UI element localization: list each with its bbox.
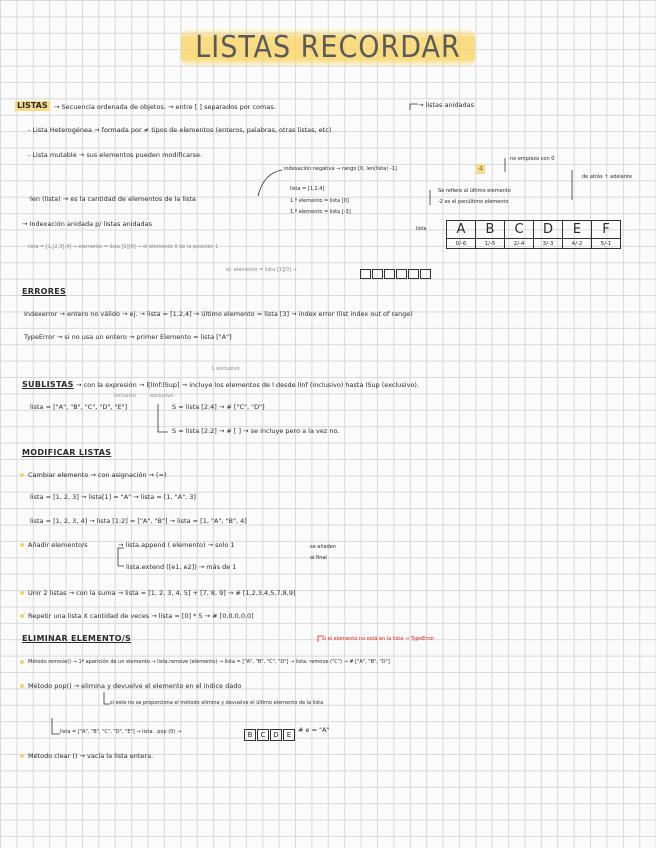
no-empieza: no empieza con 0	[510, 156, 555, 162]
table-index: 4/-2	[563, 239, 592, 249]
sublista-s1: S = lista [2:4] → # ["C", "D"]	[172, 403, 265, 411]
pop-line: Método pop() → elimina y devuelve el elemento en el índice dado	[28, 682, 242, 690]
cambiar-line: Cambiar elemento → con asignación → (=)	[28, 471, 167, 479]
listas-label: LISTAS	[17, 101, 48, 110]
exclusivo-note: L exclusivo	[212, 366, 240, 372]
eliminar-note: si el elemento no está en la lista → TypeError	[322, 636, 435, 642]
nested-box	[396, 269, 407, 279]
first-elem-ex: 1.º elemento = lista [0]	[290, 198, 349, 204]
pop-note: si este no se proporciona el método elimina y devuelve el último elemento de la lista	[110, 700, 324, 706]
anadir-line: Añadir elemento/s	[28, 541, 88, 549]
eliminar-heading: ELIMINAR ELEMENTO/S	[22, 634, 132, 643]
indexerror-line: Indexerror → entero no válido → ej. → lista = [1,2,4] → último elemento = lista [3] → index error (list index out of range)	[24, 310, 413, 318]
pop-box: B	[244, 729, 256, 741]
page-title: LISTAS RECORDAR	[0, 28, 656, 67]
anidada-line: → Indexación anidada p/ listas anidadas	[22, 220, 153, 228]
cambiar-ex2: lista = [1, 2, 3, 4] → lista [1:2] = ["A", "B"] → lista = [1, "A", "B", 4]	[30, 517, 247, 525]
de-atras: de atrás ↑ adelante	[582, 174, 632, 180]
table-cell: B	[476, 221, 505, 239]
nested-box	[360, 269, 371, 279]
nested-boxes	[360, 264, 432, 283]
table-cell: A	[447, 221, 476, 239]
bullet-dot	[20, 591, 24, 595]
table-index: 1/-5	[476, 239, 505, 249]
bullet-dot	[20, 543, 24, 547]
bullet-dot	[20, 614, 24, 618]
anidada-example: lista = [1,[2,3],4] → elemento = lista [1][0] → el elemento 0 de la posición 1	[28, 244, 219, 250]
pop-box: D	[270, 729, 282, 741]
bullet-dot	[20, 473, 24, 477]
penultimo: -2 es el penúltimo elemento	[438, 199, 509, 205]
nested-box	[420, 269, 431, 279]
nested-example: ej: elemento = lista [1][0] →	[226, 267, 297, 273]
table-index: 2/-4	[505, 239, 534, 249]
listas-definition: → Secuencia ordenada de objetos. → entre [ ] separados por comas.	[54, 103, 276, 111]
bullet-dot	[20, 660, 24, 664]
nested-box	[384, 269, 395, 279]
pop-box: E	[283, 729, 295, 741]
neg-index-line: indexación negativa → rango [0, len(lista) -1]	[284, 166, 397, 172]
anidadas-note: → listas anidadas	[418, 101, 475, 109]
table-cell: E	[563, 221, 592, 239]
append-line: → lista.append ( elemento) → solo 1	[118, 541, 235, 549]
table-index: 3/-3	[534, 239, 563, 249]
bullet-dot	[20, 754, 24, 758]
mutable-line: - Lista mutable → sus elementos pueden modificarse.	[28, 151, 203, 159]
errores-heading: ERRORES	[22, 287, 67, 296]
nested-box	[372, 269, 383, 279]
sublistas-heading: SUBLISTAS	[22, 380, 74, 389]
unir-line: Unir 2 listas → con la suma → lista = [1, 2, 3, 4, 5] + [7, 8, 9] → # [1,2,3,4,5,7,8,9]	[28, 589, 296, 597]
modificar-heading: MODIFICAR LISTAS	[22, 448, 112, 457]
remove-line: Método remove() → 1ª aparición de un elemento → lista.remove (elemento) → lista = ["A", "B", "C", "D"] → lista. remove ("C") → # ["A", "B", "D"]	[28, 659, 390, 665]
sublista-example: lista = ["A", "B", "C", "D", "E"]	[30, 403, 128, 411]
repetir-line: Repetir una lista X cantidad de veces → lista = [0] * 5 → # [0,0,0,0,0]	[28, 612, 254, 620]
clear-line: Método clear () → vacía la lista entera.	[28, 752, 154, 760]
table-cell: F	[592, 221, 621, 239]
bullet-dot	[20, 684, 24, 688]
sublista-s2: S = lista [2:2] → # [ ] → se incluye pero a la vez no.	[172, 427, 340, 435]
sublistas-definition: → con la expresión → l[lInf:lSup] → incluye los elementos de l desde lInf (inclusivo) hasta lSup (exclusivo).	[76, 381, 420, 389]
table-index: 5/-1	[592, 239, 621, 249]
lista-tag: lista	[416, 226, 427, 232]
se-anaden: se añaden	[310, 544, 336, 550]
extend-line: lista.extend ([e1, e2]) → más de 1	[126, 563, 237, 571]
pop-example: lista = ["A", "B", "C", "D", "E"] → lista . pop (0) →	[60, 729, 182, 735]
table-cell: C	[505, 221, 534, 239]
pop-box: C	[257, 729, 269, 741]
inclusivo-label: inclusivo	[114, 393, 136, 399]
hetero-line: - Lista Heterogénea → formada por ≠ tipos de elementos (enteros, palabras, otras listas, etc)	[28, 126, 332, 134]
first-elem-ex2: 1.º elemento = lista [-3]	[290, 209, 351, 215]
exclusivo-label: exclusivo	[150, 393, 174, 399]
al-final: al final	[310, 555, 327, 561]
len-line: ·len (lista) → es la cantidad de elementos de la lista	[28, 195, 196, 203]
table-index: 0/-6	[447, 239, 476, 249]
lista-example: lista = [1,2,4]	[290, 186, 325, 192]
table-cell: D	[534, 221, 563, 239]
neg-index-box: -1	[478, 166, 483, 172]
cambiar-ex1: lista = [1, 2, 3] → lista[1] = "A" → lista = [1, "A", 3]	[30, 493, 196, 501]
nested-box	[408, 269, 419, 279]
pop-result: # e = "A"	[298, 726, 330, 734]
typeerror-line: TypeError → si no usa un entero → primer Elemento = lista ["A"]	[24, 333, 232, 341]
pop-boxes	[244, 722, 296, 741]
se-refiere: Se refiere al último elemento	[438, 188, 511, 194]
index-table	[446, 220, 621, 249]
